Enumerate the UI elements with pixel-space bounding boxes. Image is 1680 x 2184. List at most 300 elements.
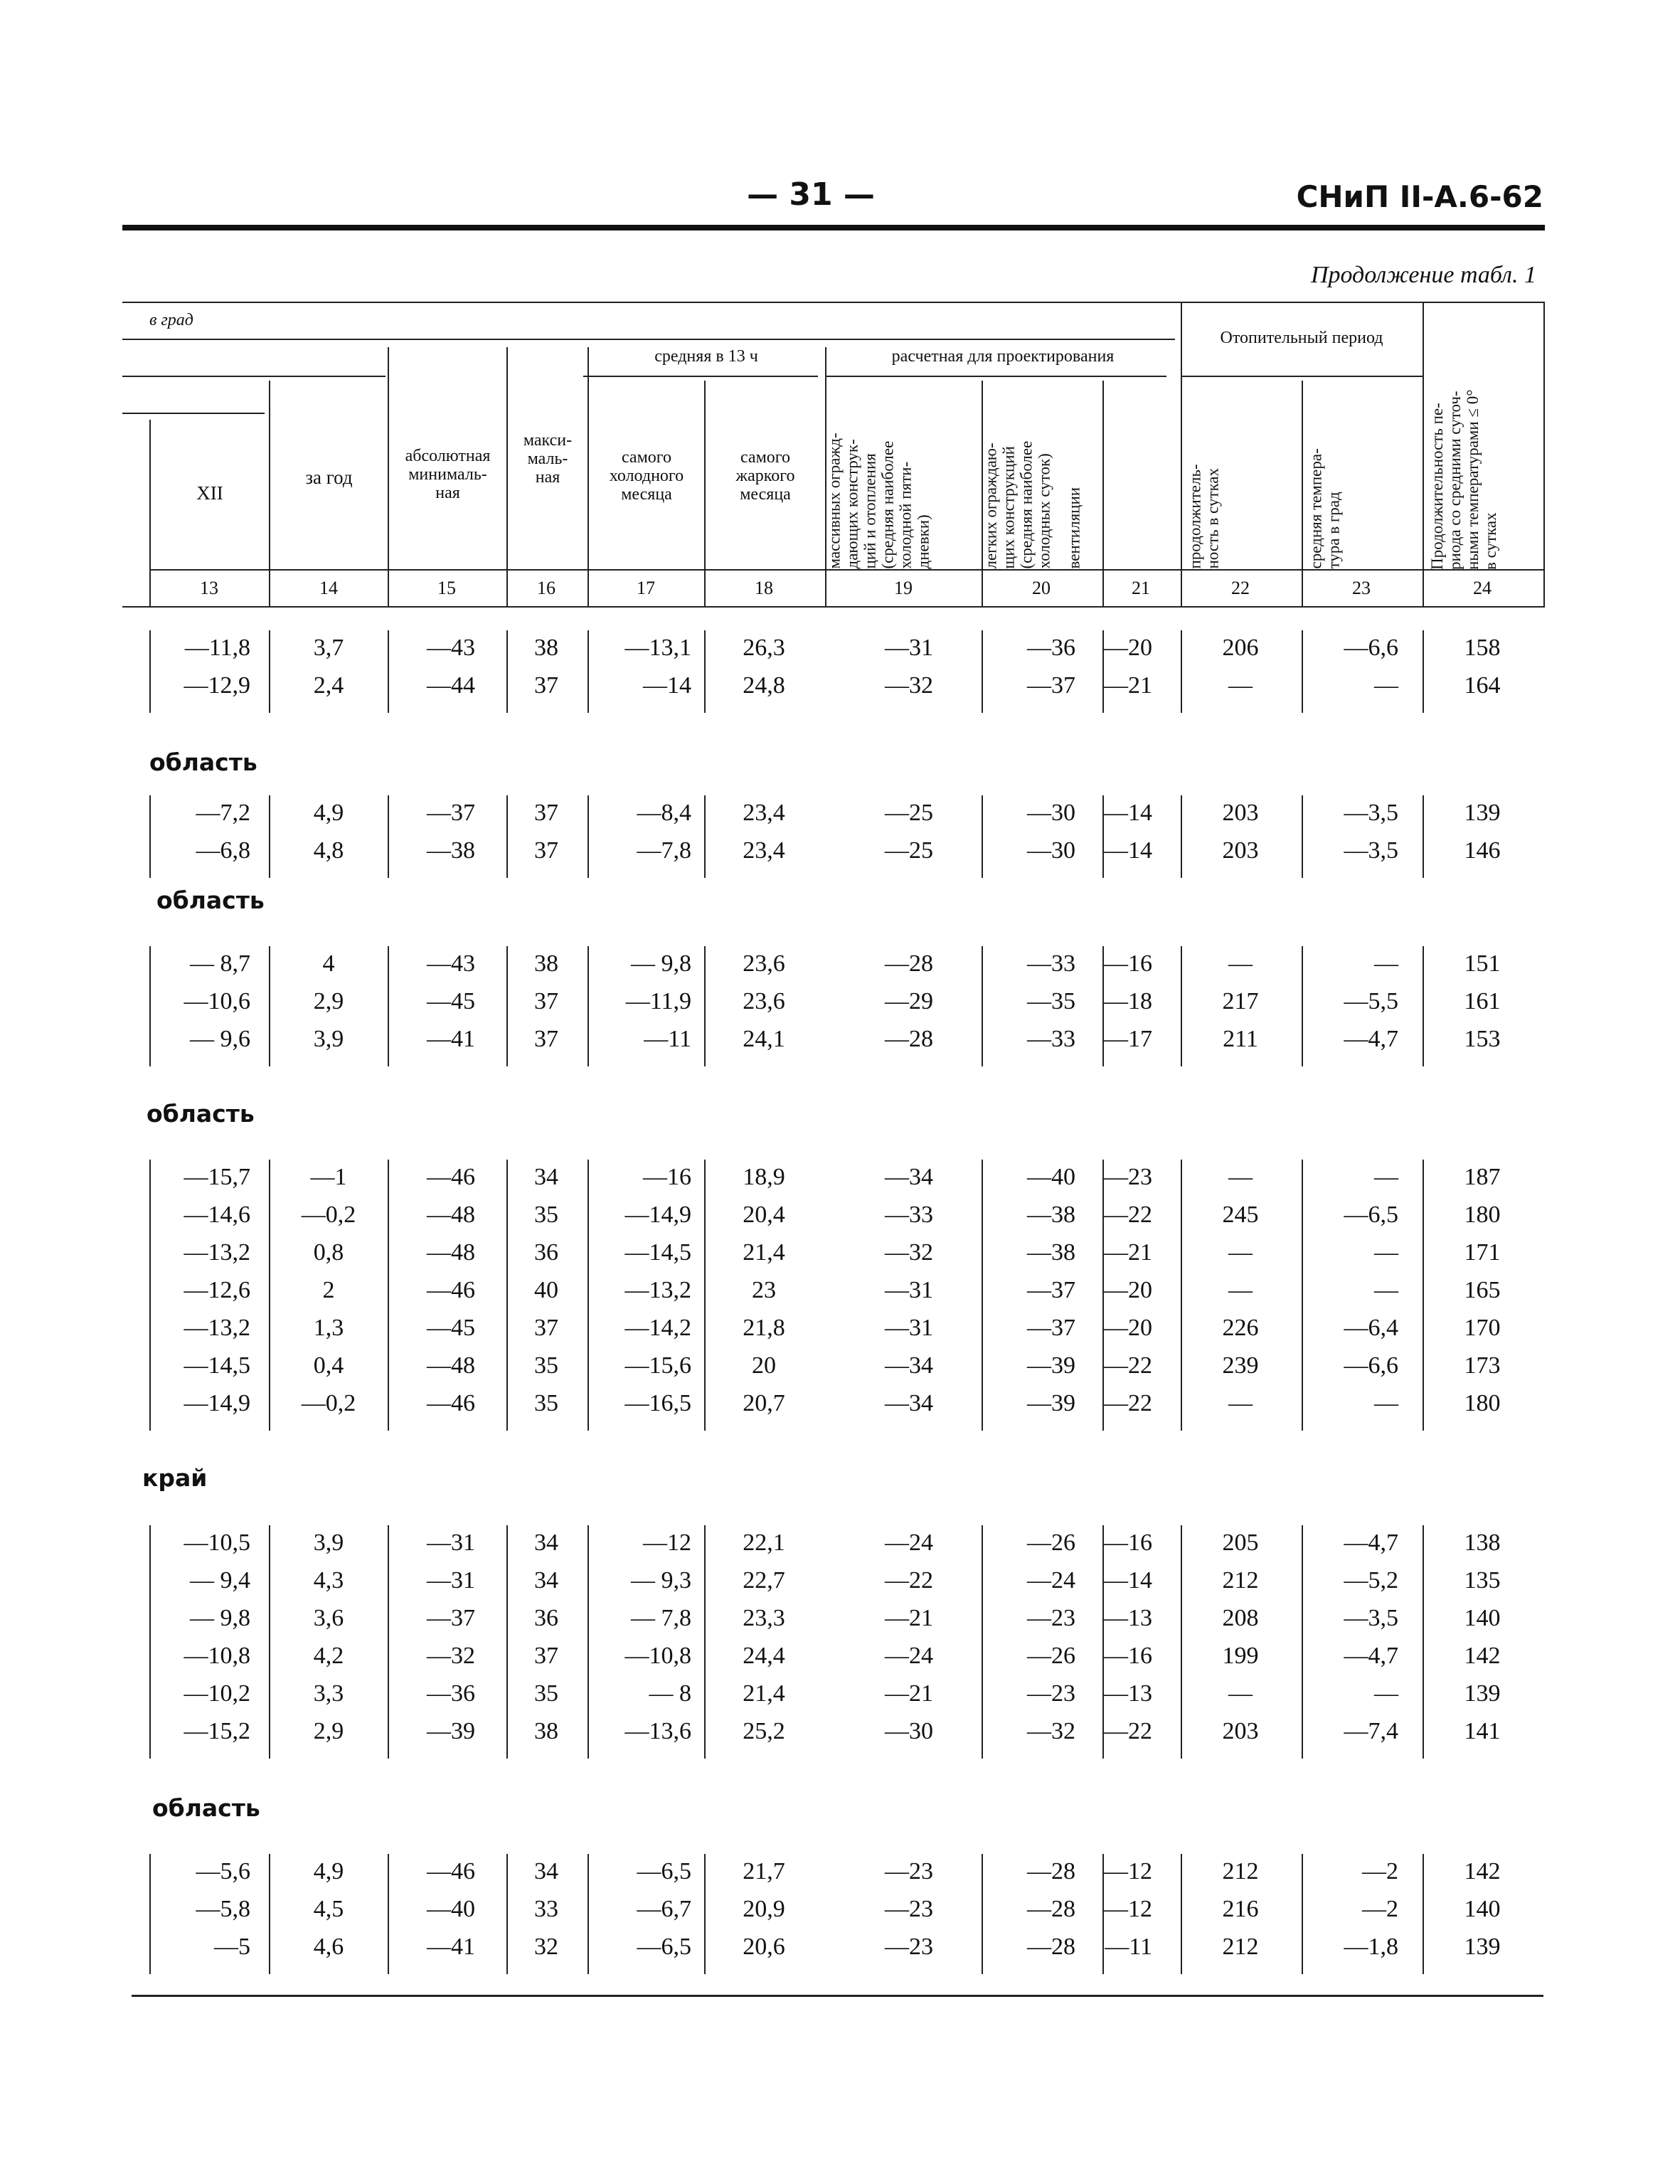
table-cell: —40 (1027, 1164, 1075, 1190)
table-cell: 170 (1464, 1315, 1501, 1341)
table-cell: —5,2 (1344, 1567, 1398, 1594)
table-cell: —2 (1362, 1896, 1398, 1922)
table-cell: —39 (1027, 1390, 1075, 1416)
table-cell: —25 (885, 837, 933, 864)
table-cell: —38 (427, 837, 475, 864)
table-row (0, 837, 1680, 875)
header-rule (825, 376, 1166, 377)
table-cell: 37 (534, 1315, 558, 1341)
column-number: 18 (755, 578, 773, 598)
table-cell: — (1228, 950, 1253, 977)
table-row (0, 1164, 1680, 1202)
table-cell: 2,9 (313, 1718, 344, 1744)
table-cell: —22 (1104, 1390, 1152, 1416)
table-row (0, 672, 1680, 710)
table-cell: —4,7 (1344, 1530, 1398, 1556)
table-cell: 139 (1464, 800, 1501, 826)
table-cell: —32 (885, 1239, 933, 1266)
table-cell: 138 (1464, 1530, 1501, 1556)
region-label: область (152, 1794, 260, 1822)
region-label: край (142, 1464, 208, 1492)
table-cell: 140 (1464, 1605, 1501, 1631)
table-cell: — (1374, 1390, 1398, 1416)
table-cell: 208 (1222, 1605, 1259, 1631)
table-cell: —36 (427, 1680, 475, 1707)
table-cell: —10,5 (184, 1530, 250, 1556)
table-cell: —16 (643, 1164, 691, 1190)
header-bottom-rule (122, 606, 1545, 608)
table-cell: 22,7 (743, 1567, 785, 1594)
table-cell: —14,9 (624, 1202, 691, 1228)
table-cell: 2,9 (313, 988, 344, 1014)
table-cell: —13,6 (624, 1718, 691, 1744)
table-cell: —14,5 (624, 1239, 691, 1266)
table-cell: —32 (1027, 1718, 1075, 1744)
table-cell: — (1374, 950, 1398, 977)
table-cell: —14,9 (184, 1390, 250, 1416)
table-cell: 203 (1222, 800, 1259, 826)
table-cell: 37 (534, 1026, 558, 1052)
table-cell: — (1228, 1164, 1253, 1190)
table-cell: —18 (1104, 988, 1152, 1014)
table-cell: 211 (1223, 1026, 1258, 1052)
header-rule (122, 376, 386, 377)
table-cell: —20 (1104, 1315, 1152, 1341)
table-cell: — (1374, 1680, 1398, 1707)
table-cell: 40 (534, 1277, 558, 1303)
table-row (0, 1315, 1680, 1352)
table-cell: 153 (1464, 1026, 1501, 1052)
table-cell: —31 (885, 1315, 933, 1341)
table-cell: —48 (427, 1202, 475, 1228)
table-continuation-caption: Продолжение табл. 1 (1310, 262, 1536, 288)
table-row (0, 1605, 1680, 1643)
header-col21: вентиляции (1065, 487, 1083, 569)
table-cell: —5,5 (1344, 988, 1398, 1014)
document-id: СНиП II-А.6-62 (1296, 179, 1543, 214)
table-cell: —21 (1104, 1239, 1152, 1266)
table-cell: —7,2 (196, 800, 250, 826)
table-cell: —14 (1104, 837, 1152, 864)
header-rule (583, 376, 818, 377)
table-cell: —6,5 (637, 1858, 691, 1885)
table-cell: —22 (885, 1567, 933, 1594)
table-cell: 37 (534, 672, 558, 699)
table-cell: —10,8 (624, 1643, 691, 1669)
table-row (0, 1026, 1680, 1064)
table-row (0, 1567, 1680, 1605)
header-divider (269, 381, 270, 606)
table-cell: —11 (1105, 1934, 1152, 1960)
table-cell: —37 (427, 800, 475, 826)
table-cell: 23,6 (743, 988, 785, 1014)
table-row (0, 1934, 1680, 1971)
table-cell: 161 (1464, 988, 1501, 1014)
table-cell: 35 (534, 1390, 558, 1416)
table-row (0, 1530, 1680, 1567)
table-row (0, 1239, 1680, 1277)
table-cell: —37 (427, 1605, 475, 1631)
table-cell: —4,7 (1344, 1026, 1398, 1052)
table-cell: 21,7 (743, 1858, 785, 1885)
table-cell: 164 (1464, 672, 1501, 699)
table-cell: 23 (752, 1277, 776, 1303)
header-col22: продолжитель- ность в сутках (1186, 464, 1222, 569)
table-cell: —45 (427, 988, 475, 1014)
table-cell: 23,3 (743, 1605, 785, 1631)
table-cell: —29 (885, 988, 933, 1014)
table-cell: —1 (310, 1164, 347, 1190)
table-cell: 24,8 (743, 672, 785, 699)
table-cell: 0,4 (313, 1352, 344, 1379)
table-cell: — (1228, 1277, 1253, 1303)
table-cell: —14 (643, 672, 691, 699)
table-cell: 24,1 (743, 1026, 785, 1052)
table-cell: 4 (322, 950, 335, 977)
table-cell: 239 (1222, 1352, 1259, 1379)
table-cell: —24 (885, 1530, 933, 1556)
table-cell: 216 (1222, 1896, 1259, 1922)
header-divider (149, 420, 151, 606)
table-cell: —41 (427, 1934, 475, 1960)
table-cell: 199 (1222, 1643, 1259, 1669)
table-cell: —6,6 (1344, 1352, 1398, 1379)
table-cell: —3,5 (1344, 800, 1398, 826)
table-cell: —23 (1027, 1605, 1075, 1631)
table-cell: —30 (1027, 800, 1075, 826)
table-cell: —28 (885, 1026, 933, 1052)
table-cell: 4,9 (313, 1858, 344, 1885)
table-cell: 158 (1464, 635, 1501, 661)
table-cell: 20,4 (743, 1202, 785, 1228)
table-cell: 22,1 (743, 1530, 785, 1556)
table-cell: — (1228, 672, 1253, 699)
table-row (0, 1896, 1680, 1934)
table-row (0, 1390, 1680, 1428)
table-cell: 206 (1222, 635, 1259, 661)
column-number: 19 (894, 578, 913, 598)
table-cell: — 9,8 (190, 1605, 250, 1631)
table-cell: 139 (1464, 1680, 1501, 1707)
header-divider (1423, 302, 1424, 606)
table-cell: 4,3 (313, 1567, 344, 1594)
table-cell: —10,2 (184, 1680, 250, 1707)
table-cell: —46 (427, 1277, 475, 1303)
table-cell: 35 (534, 1352, 558, 1379)
table-cell: —3,5 (1344, 1605, 1398, 1631)
table-cell: —23 (1104, 1164, 1152, 1190)
header-col14: за год (305, 467, 353, 488)
table-cell: 141 (1464, 1718, 1501, 1744)
table-cell: 34 (534, 1858, 558, 1885)
table-cell: —28 (1027, 1896, 1075, 1922)
table-cell: —15,7 (184, 1164, 250, 1190)
table-cell: —24 (1027, 1567, 1075, 1594)
table-cell: —12 (1104, 1896, 1152, 1922)
table-cell: —33 (885, 1202, 933, 1228)
table-cell: —21 (885, 1680, 933, 1707)
table-cell: —30 (885, 1718, 933, 1744)
table-cell: 32 (534, 1934, 558, 1960)
header-col23: средняя темпера- тура в град (1307, 448, 1343, 569)
table-cell: 37 (534, 837, 558, 864)
table-cell: —3,5 (1344, 837, 1398, 864)
table-cell: 4,5 (313, 1896, 344, 1922)
table-cell: 173 (1464, 1352, 1501, 1379)
table-cell: —31 (427, 1567, 475, 1594)
table-cell: —21 (885, 1605, 933, 1631)
table-cell: 4,6 (313, 1934, 344, 1960)
table-cell: 38 (534, 950, 558, 977)
table-cell: 142 (1464, 1858, 1501, 1885)
table-cell: —5,8 (196, 1896, 250, 1922)
table-row (0, 1352, 1680, 1390)
table-cell: 0,8 (313, 1239, 344, 1266)
table-cell: —16 (1104, 1643, 1152, 1669)
table-cell: —43 (427, 950, 475, 977)
table-row (0, 1643, 1680, 1680)
table-cell: 38 (534, 635, 558, 661)
table-cell: —12 (1104, 1858, 1152, 1885)
header-top-rule (122, 302, 1545, 303)
table-cell: —24 (885, 1643, 933, 1669)
table-cell: 21,4 (743, 1680, 785, 1707)
table-cell: —7,8 (637, 837, 691, 864)
table-cell: —41 (427, 1026, 475, 1052)
table-cell: — 9,6 (190, 1026, 250, 1052)
table-cell: —26 (1027, 1530, 1075, 1556)
table-cell: 245 (1222, 1202, 1259, 1228)
table-cell: 18,9 (743, 1164, 785, 1190)
table-cell: —39 (427, 1718, 475, 1744)
table-cell: 171 (1464, 1239, 1501, 1266)
table-cell: —6,8 (196, 837, 250, 864)
table-cell: —17 (1104, 1026, 1152, 1052)
table-cell: —12,9 (184, 672, 250, 699)
page-number: — 31 — (747, 176, 875, 213)
table-bottom-rule (132, 1995, 1543, 1997)
table-cell: —31 (885, 1277, 933, 1303)
table-cell: 4,8 (313, 837, 344, 864)
header-divider (1181, 302, 1182, 606)
table-cell: 21,4 (743, 1239, 785, 1266)
table-cell: —1,8 (1344, 1934, 1398, 1960)
table-cell: —13,2 (624, 1277, 691, 1303)
table-cell: —28 (1027, 1934, 1075, 1960)
table-cell: —2 (1362, 1858, 1398, 1885)
column-number: 24 (1473, 578, 1492, 598)
table-cell: —5 (214, 1934, 250, 1960)
table-cell: —35 (1027, 988, 1075, 1014)
column-number: 23 (1352, 578, 1371, 598)
table-cell: —31 (885, 635, 933, 661)
table-cell: —34 (885, 1164, 933, 1190)
table-cell: 203 (1222, 837, 1259, 864)
table-cell: —37 (1027, 1315, 1075, 1341)
table-cell: 20,6 (743, 1934, 785, 1960)
table-cell: —32 (885, 672, 933, 699)
table-cell: —6,5 (637, 1934, 691, 1960)
table-cell: 34 (534, 1530, 558, 1556)
table-cell: —23 (885, 1934, 933, 1960)
table-cell: —11,8 (184, 635, 250, 661)
header-rule (122, 225, 1545, 230)
table-cell: —30 (1027, 837, 1075, 864)
header-col24: Продолжительность пе- риода со средними суточ- ными температурами ≤ 0° в сутках (1428, 389, 1499, 570)
table-cell: 212 (1222, 1858, 1259, 1885)
header-middle-13h: средняя в 13 ч (654, 347, 758, 366)
column-number: 17 (637, 578, 655, 598)
table-cell: —13,2 (184, 1239, 250, 1266)
table-cell: —8,4 (637, 800, 691, 826)
table-cell: 36 (534, 1239, 558, 1266)
table-row (0, 1680, 1680, 1718)
table-cell: —36 (1027, 635, 1075, 661)
table-cell: —14,2 (624, 1315, 691, 1341)
table-cell: 212 (1222, 1934, 1259, 1960)
table-cell: —22 (1104, 1718, 1152, 1744)
table-cell: 35 (534, 1680, 558, 1707)
table-cell: —31 (427, 1530, 475, 1556)
table-cell: —43 (427, 635, 475, 661)
table-cell: 33 (534, 1896, 558, 1922)
table-cell: 37 (534, 1643, 558, 1669)
table-cell: —46 (427, 1164, 475, 1190)
table-cell: 1,3 (313, 1315, 344, 1341)
table-cell: —48 (427, 1352, 475, 1379)
table-cell: 203 (1222, 1718, 1259, 1744)
table-cell: 26,3 (743, 635, 785, 661)
table-cell: —14,6 (184, 1202, 250, 1228)
table-cell: 36 (534, 1605, 558, 1631)
table-cell: 3,7 (313, 635, 344, 661)
header-unit: в град (149, 311, 193, 329)
table-cell: — 9,3 (631, 1567, 691, 1594)
table-cell: 38 (534, 1718, 558, 1744)
table-cell: 146 (1464, 837, 1501, 864)
table-cell: —46 (427, 1390, 475, 1416)
table-cell: —34 (885, 1390, 933, 1416)
table-cell: —16 (1104, 950, 1152, 977)
table-cell: —25 (885, 800, 933, 826)
table-cell: —11 (644, 1026, 691, 1052)
table-cell: 226 (1222, 1315, 1259, 1341)
table-cell: —33 (1027, 950, 1075, 977)
table-cell: 20,9 (743, 1896, 785, 1922)
table-cell: 139 (1464, 1934, 1501, 1960)
header-col13: XII (196, 482, 223, 504)
header-rule (1181, 376, 1423, 377)
column-number: 15 (437, 578, 456, 598)
header-col15: абсолютная минималь- ная (405, 447, 491, 502)
table-cell: 24,4 (743, 1643, 785, 1669)
table-cell: 34 (534, 1164, 558, 1190)
table-cell: —37 (1027, 1277, 1075, 1303)
table-cell: —7,4 (1344, 1718, 1398, 1744)
table-cell: — (1374, 1239, 1398, 1266)
column-number: 22 (1231, 578, 1250, 598)
table-cell: 2,4 (313, 672, 344, 699)
header-col18: самого жаркого месяца (735, 448, 795, 504)
header-col19: массивных огражд- дающих конструк- ций и отопления (средняя наиболее холодной пяти- дневки) (825, 433, 932, 569)
header-rule (122, 339, 1175, 340)
table-row (0, 800, 1680, 837)
table-cell: —38 (1027, 1202, 1075, 1228)
table-cell: 23,4 (743, 800, 785, 826)
table-cell: —20 (1104, 1277, 1152, 1303)
table-cell: —12 (643, 1530, 691, 1556)
table-row (0, 1718, 1680, 1756)
table-cell: 3,9 (313, 1026, 344, 1052)
table-cell: 142 (1464, 1643, 1501, 1669)
column-number: 16 (537, 578, 555, 598)
table-cell: 135 (1464, 1567, 1501, 1594)
table-cell: 23,4 (743, 837, 785, 864)
table-cell: 2 (322, 1277, 335, 1303)
table-cell: — 9,4 (190, 1567, 250, 1594)
table-cell: — 7,8 (631, 1605, 691, 1631)
table-cell: —39 (1027, 1352, 1075, 1379)
table-cell: —28 (885, 950, 933, 977)
header-divider (1543, 302, 1545, 606)
table-cell: 165 (1464, 1277, 1501, 1303)
table-cell: —10,8 (184, 1643, 250, 1669)
table-cell: —0,2 (301, 1202, 356, 1228)
table-cell: 4,9 (313, 800, 344, 826)
table-cell: 180 (1464, 1202, 1501, 1228)
header-col16: макси- маль- ная (523, 431, 573, 487)
table-cell: 25,2 (743, 1718, 785, 1744)
table-cell: —12,6 (184, 1277, 250, 1303)
region-label: область (156, 886, 265, 914)
table-cell: 212 (1222, 1567, 1259, 1594)
table-cell: 205 (1222, 1530, 1259, 1556)
header-divider (1102, 381, 1104, 606)
table-cell: — (1228, 1680, 1253, 1707)
table-cell: 20 (752, 1352, 776, 1379)
table-row (0, 1202, 1680, 1239)
table-cell: 23,6 (743, 950, 785, 977)
header-rule (149, 569, 1543, 571)
table-cell: —38 (1027, 1239, 1075, 1266)
table-cell: —14,5 (184, 1352, 250, 1379)
region-label: область (149, 748, 257, 776)
table-cell: —48 (427, 1239, 475, 1266)
table-row (0, 635, 1680, 672)
table-cell: 3,9 (313, 1530, 344, 1556)
table-cell: —33 (1027, 1026, 1075, 1052)
table-cell: — (1374, 1277, 1398, 1303)
table-cell: — (1374, 1164, 1398, 1190)
table-row (0, 1858, 1680, 1896)
table-row (0, 988, 1680, 1026)
column-number: 13 (200, 578, 218, 598)
table-cell: —13,2 (184, 1315, 250, 1341)
table-cell: —23 (885, 1896, 933, 1922)
table-cell: —23 (1027, 1680, 1075, 1707)
table-row (0, 1277, 1680, 1315)
table-cell: 217 (1222, 988, 1259, 1014)
table-cell: —26 (1027, 1643, 1075, 1669)
table-cell: 21,8 (743, 1315, 785, 1341)
table-cell: 180 (1464, 1390, 1501, 1416)
table-cell: —14 (1104, 800, 1152, 826)
table-cell: — (1374, 672, 1398, 699)
header-col20: легких ограждаю- щих конструкций (средняя наиболее холодных суток) (982, 440, 1053, 569)
column-number: 21 (1132, 578, 1150, 598)
table-cell: — (1228, 1239, 1253, 1266)
table-cell: — 9,8 (631, 950, 691, 977)
